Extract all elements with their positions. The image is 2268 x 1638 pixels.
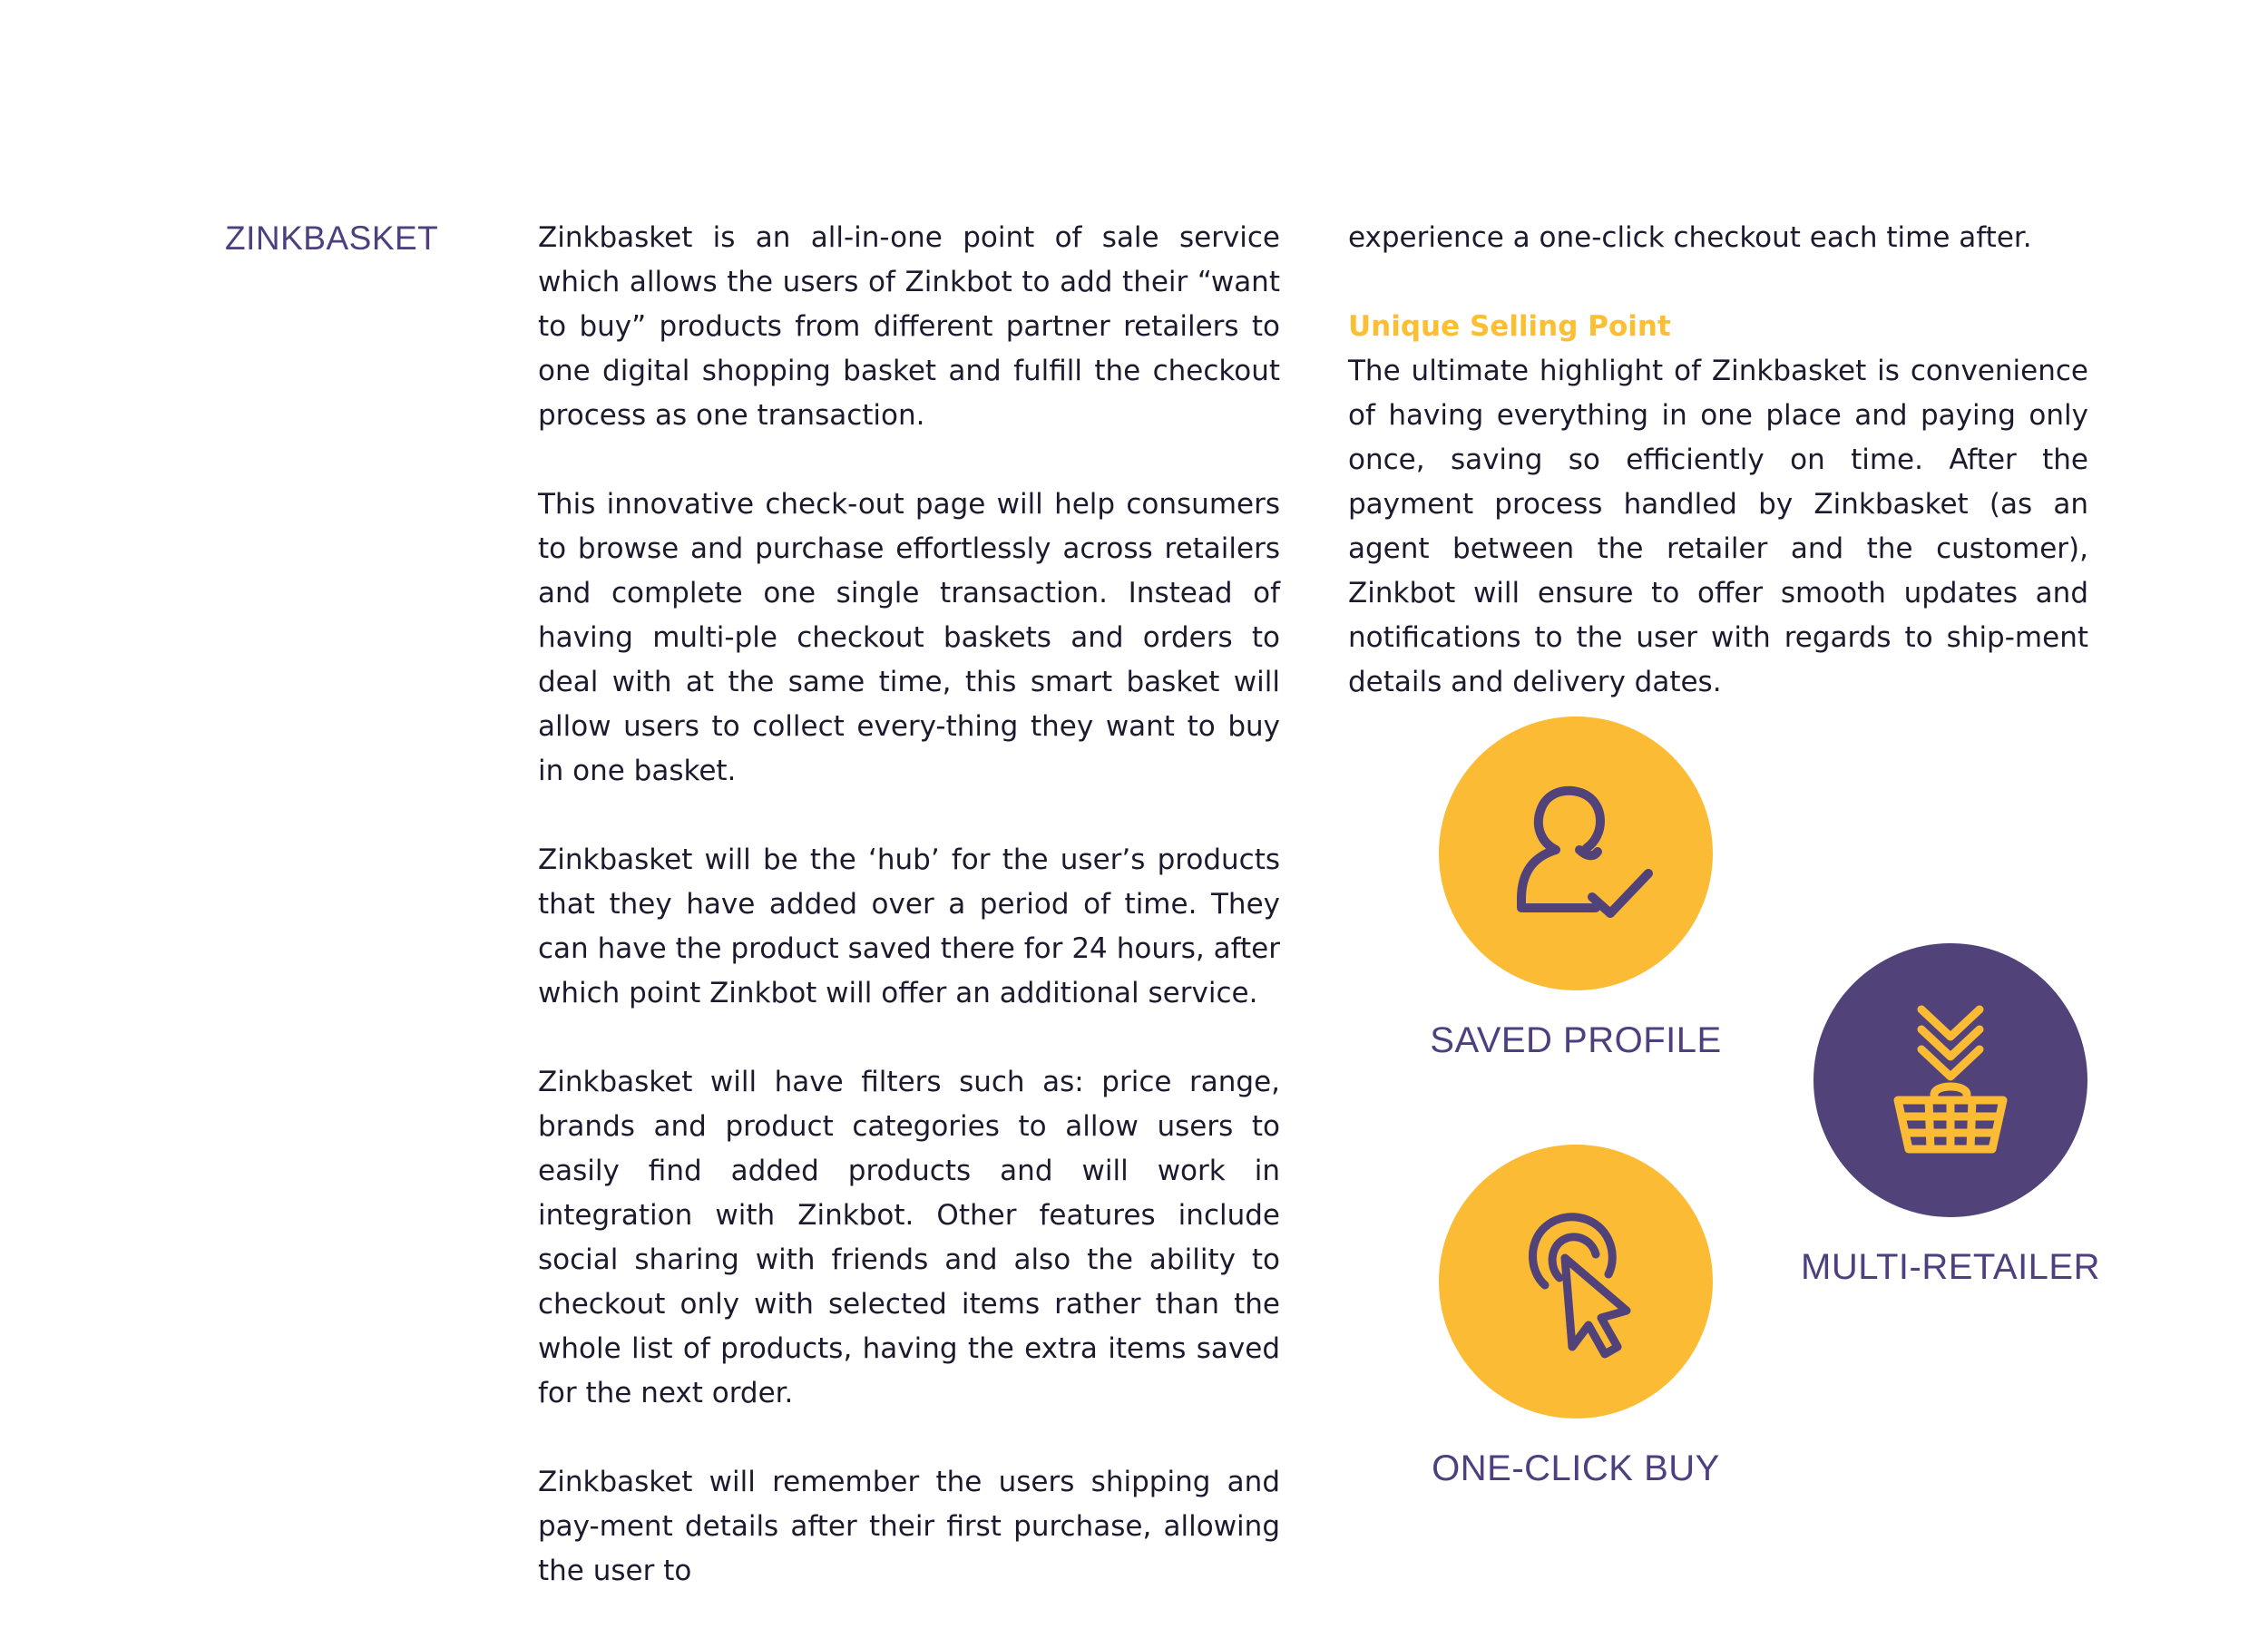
feature-one-click-buy (1394, 1145, 1757, 1491)
basket-arrows-icon (1860, 990, 2041, 1171)
saved-profile-label: SAVED PROFILE (1430, 1020, 1722, 1060)
feature-saved-profile (1394, 717, 1757, 1063)
section-title: ZINKBASKET (225, 219, 439, 257)
usp-heading: Unique Selling Point (1348, 310, 1671, 343)
paragraph-hub: Zinkbasket will be the ‘hub’ for the user’s products that they have added over a period of time. They can have the product saved there for 24 hours, after which point Zinkbot will offer an additional service. (538, 843, 1280, 1009)
multi-retailer-badge (1813, 943, 2087, 1217)
cursor-click-icon (1485, 1191, 1667, 1372)
paragraph-checkout: This innovative check-out page will help consumers to browse and purchase effortlessly across retailers and complete one single transaction. Instead of having multi-ple checkout baskets and orders to deal with at the same time, this smart basket will allow users to collect every-thing they want to buy in one basket. (538, 488, 1280, 787)
paragraph-filters: Zinkbasket will have filters such as: price range, brands and product categories to allow users to easily find added products and will work in integration with Zinkbot. Other features include social sharing with friends and also the ability to checkout only with selected items rather than the whole list of products, having the extra items saved for the next order. (538, 1066, 1280, 1409)
paragraph-continuation: experience a one-click checkout each time after. (1348, 221, 2032, 254)
feature-multi-retailer (1760, 943, 2141, 1290)
user-check-icon (1485, 763, 1667, 944)
usp-paragraph: The ultimate highlight of Zinkbasket is convenience of having everything in one place and paying only once, saving so efficiently on time. After the payment process handled by Zinkbasket (as an agent between the retailer and the customer), Zinkbot will ensure to offer smooth updates and notifications to the user with regards to ship-ment details and delivery dates. (1348, 355, 2088, 698)
paragraph-remember: Zinkbasket will remember the users shipping and pay-ment details after their first purchase, allowing the user to (538, 1466, 1280, 1587)
body-column-right (1348, 216, 2088, 705)
one-click-buy-label: ONE-CLICK BUY (1432, 1448, 1720, 1488)
one-click-badge (1439, 1145, 1713, 1419)
paragraph-intro: Zinkbasket is an all-in-one point of sale service which allows the users of Zinkbot to add their “want to buy” products from different partner retailers to one digital shopping basket and fulfill the checkout process as one transaction. (538, 221, 1280, 432)
multi-retailer-label: MULTI-RETAILER (1801, 1247, 2100, 1287)
saved-profile-badge (1439, 717, 1713, 990)
body-column-left (538, 216, 1280, 1638)
